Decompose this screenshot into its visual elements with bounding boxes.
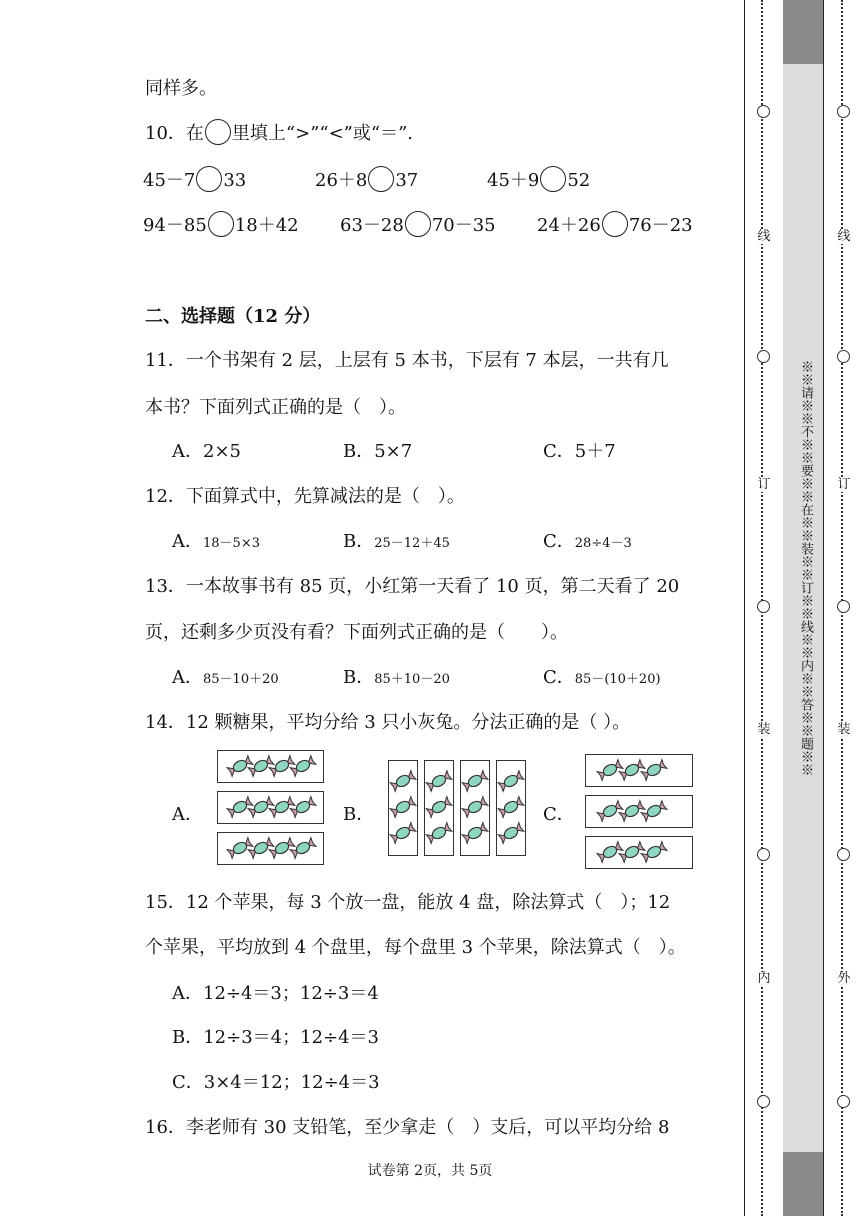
q11-option-b[interactable]: B．5×7 bbox=[343, 441, 413, 462]
candy-icon bbox=[619, 842, 645, 863]
candy-icon bbox=[426, 771, 452, 792]
candy-group-svg bbox=[497, 761, 525, 855]
gray-band-bottom bbox=[783, 1152, 823, 1216]
answer-circle[interactable] bbox=[208, 211, 234, 237]
candy-icon bbox=[290, 797, 316, 818]
q10-row1-item2 bbox=[315, 166, 418, 192]
expr-right: 18＋42 bbox=[234, 215, 299, 236]
q10-text: 里填上“>”“<”或“＝”. bbox=[231, 123, 414, 144]
binding-char: 外 bbox=[837, 971, 851, 986]
candy-group bbox=[217, 750, 324, 783]
binding-column-outer bbox=[834, 0, 854, 1216]
candy-group-svg bbox=[218, 792, 323, 823]
candy-group bbox=[424, 760, 454, 856]
answer-circle[interactable] bbox=[540, 166, 566, 192]
q14-line1: 14．12 颗糖果，平均分给 3 只小灰兔。分法正确的是（ ）。 bbox=[145, 712, 631, 733]
binding-hole-icon bbox=[757, 600, 770, 613]
candy-icon bbox=[248, 797, 274, 818]
candy-icon bbox=[462, 797, 488, 818]
binding-hole-icon bbox=[757, 1095, 770, 1108]
q14-option-b[interactable]: B． bbox=[343, 804, 375, 825]
q15-line2: 个苹果，平均放到 4 个盘里，每个盘里 3 个苹果，除法算式（ ）。 bbox=[145, 937, 686, 958]
binding-hole-icon bbox=[757, 105, 770, 118]
q13-line2: 页，还剩多少页没有看？下面列式正确的是（ ）。 bbox=[145, 622, 568, 643]
blank-circle-icon bbox=[205, 119, 231, 145]
candy-group-svg bbox=[425, 761, 453, 855]
candy-icon bbox=[227, 797, 253, 818]
q13-option-a[interactable] bbox=[172, 663, 279, 689]
q12-option-b[interactable] bbox=[343, 527, 450, 553]
q10-row2-item1 bbox=[143, 211, 299, 237]
candy-group bbox=[388, 760, 418, 856]
binding-char: 线 bbox=[837, 229, 851, 244]
candy-group bbox=[585, 754, 693, 787]
candy-icon bbox=[248, 838, 274, 859]
answer-circle[interactable] bbox=[196, 166, 222, 192]
q13-line1: 13．一本故事书有 85 页，小红第一天看了 10 页，第二天看了 20 bbox=[145, 576, 680, 597]
expr-left: 26＋8 bbox=[315, 170, 368, 191]
option-expr: 85＋10－20 bbox=[374, 672, 450, 687]
candy-icon bbox=[641, 842, 667, 863]
candy-group bbox=[585, 836, 693, 869]
q10-row1-item1 bbox=[143, 166, 246, 192]
binding-char: 订 bbox=[757, 477, 771, 492]
q11-line2: 本书？下面列式正确的是（ ）。 bbox=[145, 397, 406, 418]
binding-char: 订 bbox=[837, 477, 851, 492]
binding-hole-icon bbox=[837, 600, 850, 613]
q11-option-a[interactable]: A．2×5 bbox=[172, 441, 241, 462]
option-letter: A． bbox=[172, 667, 203, 688]
binding-hole-icon bbox=[837, 1095, 850, 1108]
q12-option-a[interactable] bbox=[172, 527, 260, 553]
candy-icon bbox=[227, 838, 253, 859]
q14-option-a[interactable]: A． bbox=[172, 804, 203, 825]
q10-row1-item3 bbox=[487, 166, 590, 192]
candy-group bbox=[460, 760, 490, 856]
candy-icon bbox=[390, 771, 416, 792]
candy-icon bbox=[269, 756, 295, 777]
candy-group-svg bbox=[461, 761, 489, 855]
expr-left: 94－85 bbox=[143, 215, 207, 236]
candy-icon bbox=[462, 771, 488, 792]
section-title: 二、选择题（12 分） bbox=[145, 306, 321, 327]
q15-option-a[interactable]: A．12÷4＝3；12÷3＝4 bbox=[172, 983, 379, 1004]
candy-group bbox=[217, 791, 324, 824]
candy-group-svg bbox=[586, 796, 692, 827]
candy-icon bbox=[290, 838, 316, 859]
page-footer: 试卷第 2页，共 5页 bbox=[367, 1163, 493, 1179]
expr-right: 37 bbox=[395, 170, 419, 191]
expr-right: 52 bbox=[567, 170, 591, 191]
candy-group-svg bbox=[218, 751, 323, 782]
candy-icon bbox=[269, 797, 295, 818]
q10-row2-item3 bbox=[537, 211, 693, 237]
q15-line1: 15．12 个苹果，每 3 个放一盘，能放 4 盘，除法算式（ ）；12 bbox=[145, 892, 671, 913]
binding-column-inner bbox=[754, 0, 774, 1216]
candy-icon bbox=[269, 838, 295, 859]
q11-option-c[interactable]: C．5＋7 bbox=[543, 441, 616, 462]
binding-hole-icon bbox=[837, 105, 850, 118]
option-letter: B． bbox=[343, 531, 375, 552]
option-expr: 18－5×3 bbox=[203, 536, 260, 551]
option-letter: B． bbox=[343, 667, 375, 688]
candy-icon bbox=[426, 797, 452, 818]
q10-label: 10．在 bbox=[145, 123, 204, 144]
strip-border-left bbox=[744, 0, 745, 1216]
q16-line1: 16．李老师有 30 支铅笔，至少拿走（ ）支后，可以平均分给 8 bbox=[145, 1117, 670, 1138]
binding-hole-icon bbox=[757, 848, 770, 861]
binding-hole-icon bbox=[837, 350, 850, 363]
candy-icon bbox=[619, 801, 645, 822]
candy-icon bbox=[498, 823, 524, 844]
expr-right: 33 bbox=[223, 170, 247, 191]
option-expr: 28÷4－3 bbox=[574, 536, 632, 551]
option-letter: C． bbox=[543, 531, 575, 552]
candy-icon bbox=[248, 756, 274, 777]
candy-group-svg bbox=[389, 761, 417, 855]
answer-circle[interactable] bbox=[405, 211, 431, 237]
candy-icon bbox=[597, 801, 623, 822]
expr-left: 63－28 bbox=[340, 215, 404, 236]
candy-icon bbox=[390, 823, 416, 844]
binding-char: 内 bbox=[757, 971, 771, 986]
option-expr: 25－12＋45 bbox=[374, 536, 450, 551]
binding-hole-icon bbox=[757, 350, 770, 363]
expr-left: 45＋9 bbox=[487, 170, 540, 191]
q11-line1: 11．一个书架有 2 层，上层有 5 本书，下层有 7 本层，一共有几 bbox=[145, 350, 669, 371]
candy-icon bbox=[498, 797, 524, 818]
q15-option-b[interactable]: B．12÷3＝4；12÷4＝3 bbox=[172, 1027, 380, 1048]
candy-icon bbox=[498, 771, 524, 792]
candy-group bbox=[585, 795, 693, 828]
binding-char: 装 bbox=[757, 722, 771, 737]
candy-icon bbox=[227, 756, 253, 777]
strip-border-right bbox=[823, 0, 824, 1216]
candy-group bbox=[496, 760, 526, 856]
candy-icon bbox=[290, 756, 316, 777]
candy-icon bbox=[462, 823, 488, 844]
candy-group-svg bbox=[218, 833, 323, 864]
candy-icon bbox=[619, 760, 645, 781]
q12-line1: 12．下面算式中，先算减法的是（ ）。 bbox=[145, 486, 465, 507]
q9-tail: 同样多。 bbox=[145, 78, 217, 99]
option-expr: 85－10＋20 bbox=[203, 672, 279, 687]
q10-stem bbox=[145, 119, 413, 145]
binding-char: 装 bbox=[837, 722, 851, 737]
q15-option-c[interactable]: C．3×4＝12；12÷4＝3 bbox=[172, 1072, 380, 1093]
candy-group bbox=[217, 832, 324, 865]
candy-icon bbox=[641, 760, 667, 781]
expr-left: 24＋26 bbox=[537, 215, 601, 236]
expr-left: 45－7 bbox=[143, 170, 196, 191]
option-letter: C． bbox=[543, 667, 575, 688]
q10-row2-item2 bbox=[340, 211, 496, 237]
expr-right: 70－35 bbox=[431, 215, 496, 236]
candy-icon bbox=[597, 760, 623, 781]
binding-char: 线 bbox=[757, 229, 771, 244]
answer-circle[interactable] bbox=[602, 211, 628, 237]
expr-right: 76－23 bbox=[628, 215, 693, 236]
answer-circle[interactable] bbox=[368, 166, 394, 192]
q13-option-c[interactable] bbox=[543, 663, 661, 689]
candy-icon bbox=[641, 801, 667, 822]
option-expr: 85－(10＋20) bbox=[574, 672, 661, 687]
option-letter: A． bbox=[172, 531, 203, 552]
candy-icon bbox=[426, 823, 452, 844]
candy-icon bbox=[390, 797, 416, 818]
binding-hole-icon bbox=[837, 848, 850, 861]
candy-icon bbox=[597, 842, 623, 863]
gray-band-top bbox=[783, 0, 823, 64]
candy-group-svg bbox=[586, 755, 692, 786]
candy-group-svg bbox=[586, 837, 692, 868]
q14-option-c[interactable]: C． bbox=[543, 804, 575, 825]
q13-option-b[interactable] bbox=[343, 663, 450, 689]
q12-option-c[interactable] bbox=[543, 527, 632, 553]
binding-warning: ※※请※※不※※要※※在※※装※※订※※线※※内※※答※※题※※ bbox=[798, 360, 813, 776]
